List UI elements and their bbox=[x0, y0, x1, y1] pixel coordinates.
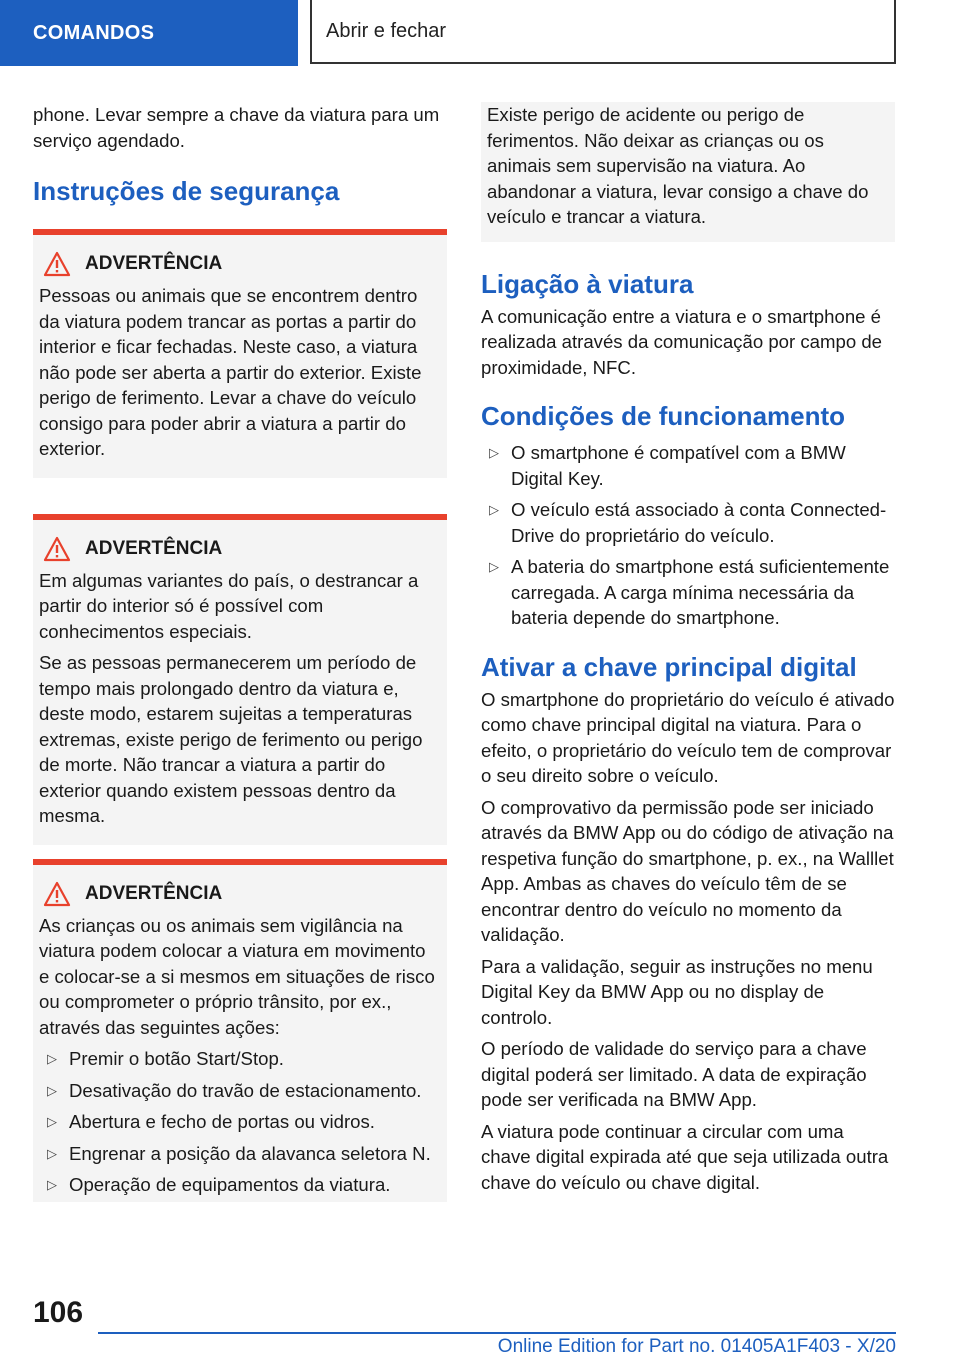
list-item: ▷ Abertura e fecho de portas ou vidros. bbox=[47, 1111, 375, 1132]
chapter-header bbox=[310, 0, 896, 64]
warning-box-2 bbox=[33, 514, 447, 845]
section-text: O comprovativo da permissão pode ser iniciado através da BMW App ou do código de ativação na respetiva função do smartphone, p. ex., na Walllet App. Ambas as chaves do veículo têm de se encontrar dentro do veículo no momento da validação. bbox=[481, 796, 894, 945]
requirements-list bbox=[481, 440, 895, 631]
list-item: ▷ Engrenar a posição da alavanca seletora N. bbox=[47, 1142, 431, 1164]
warning-text: As crianças ou os animais sem vigilância na viatura podem colocar a viatura em movimento e colocar-se a si mesmos em situações de risco ou comprometer o próprio trânsito, por ex., através das seguintes ações: bbox=[39, 914, 435, 1038]
list-item: ▷ O veículo está associado à conta ConnectedDrive do proprietário do veículo. bbox=[489, 499, 887, 546]
section-text: A viatura pode continuar a circular com uma chave digital expirada até que seja utilizada outra chave do veículo ou chave digital. bbox=[481, 1120, 889, 1193]
list-item: ▷ Operação de equipamentos da viatura. bbox=[47, 1174, 391, 1195]
warning-text: Em algumas variantes do país, o destrancar a partir do interior só é possível com conhecimentos especiais. bbox=[39, 569, 419, 642]
triangle-bullet-icon: ▷ bbox=[489, 502, 499, 517]
triangle-bullet-icon: ▷ bbox=[47, 1082, 57, 1098]
section-label: COMANDOS bbox=[33, 21, 155, 44]
section-text: O smartphone do proprietário do veículo é ativado como chave principal digital na viatura. Para o efeito, o proprietário do veículo tem de comprovar o seu direito sobre o veículo. bbox=[481, 688, 895, 786]
section-tab bbox=[0, 0, 298, 66]
warning-triangle-icon bbox=[43, 536, 71, 562]
page-number: 106 bbox=[33, 1296, 84, 1329]
warning-triangle-icon bbox=[43, 881, 71, 907]
right-column bbox=[481, 102, 895, 1195]
section-heading: Condições de funcionamento bbox=[481, 401, 846, 431]
edition-note: Online Edition for Part no. 01405A1F403 - X/20 bbox=[497, 1336, 896, 1357]
left-column bbox=[33, 102, 447, 1202]
warning-text: Pessoas ou animais que se encontrem dentro da viatura podem trancar as portas a partir do interior e ficar fechadas. Neste caso, a viatura não pode ser aberta a partir do exterior. Existe perigo de ferimento. Levar a chave do veículo consigo para poder abrir a viatura a partir do exterior. bbox=[39, 285, 422, 459]
triangle-bullet-icon: ▷ bbox=[489, 559, 499, 574]
list-item: ▷ O smartphone é compatível com a BMW Digital Key. bbox=[489, 442, 846, 489]
warning-box-1 bbox=[33, 229, 447, 478]
warning-title: ADVERTÊNCIA bbox=[85, 882, 223, 904]
section-text: Para a validação, seguir as instruções no menu Digital Key da BMW App ou no display de controlo. bbox=[481, 955, 873, 1028]
section-heading: Ligação à viatura bbox=[481, 268, 694, 299]
section-text: A comunicação entre a viatura e o smartphone é realizada através da comunicação por campo de proximidade, NFC. bbox=[481, 305, 883, 378]
triangle-bullet-icon: ▷ bbox=[47, 1145, 57, 1161]
list-item: ▷ A bateria do smartphone está suficientemente carregada. A carga mínima necessária da bateria depende do smartphone. bbox=[489, 556, 890, 628]
warning-text: Existe perigo de acidente ou perigo de ferimentos. Não deixar as crianças ou os animais sem supervisão na viatura. Ao abandonar a viatura, levar consigo a chave do veículo e trancar a viatura. bbox=[487, 104, 869, 227]
chapter-title: Abrir e fechar bbox=[326, 19, 447, 42]
warning-continuation-box bbox=[481, 102, 895, 242]
section-heading: Ativar a chave principal digital bbox=[481, 651, 857, 682]
warning-triangle-icon bbox=[43, 251, 71, 277]
list-item: ▷ Desativação do travão de estacionamento. bbox=[47, 1079, 422, 1101]
action-list bbox=[39, 1046, 441, 1198]
warning-text: Se as pessoas permanecerem um período de tempo mais prolongado dentro da viatura e, deste modo, estarem sujeitas a temperaturas extremas, existe perigo de ferimento ou perigo de morte. Não trancar a viatura a partir do exterior quando existem pessoas dentro da mesma. bbox=[39, 652, 423, 826]
warning-title: ADVERTÊNCIA bbox=[85, 253, 223, 274]
safety-heading: Instruções de segurança bbox=[33, 176, 340, 206]
section-text: O período de validade do serviço para a chave digital poderá ser limitado. A data de expiração pode ser verificada na BMW App. bbox=[481, 1038, 867, 1110]
triangle-bullet-icon: ▷ bbox=[489, 445, 499, 460]
triangle-bullet-icon: ▷ bbox=[47, 1114, 57, 1129]
intro-text: phone. Levar sempre a chave da viatura para um serviço agendado. bbox=[33, 104, 440, 151]
warning-box-3 bbox=[33, 859, 447, 1202]
list-item: ▷ Premir o botão Start/Stop. bbox=[47, 1048, 284, 1069]
warning-title: ADVERTÊNCIA bbox=[85, 537, 223, 559]
triangle-bullet-icon: ▷ bbox=[47, 1177, 57, 1192]
triangle-bullet-icon: ▷ bbox=[47, 1051, 57, 1066]
